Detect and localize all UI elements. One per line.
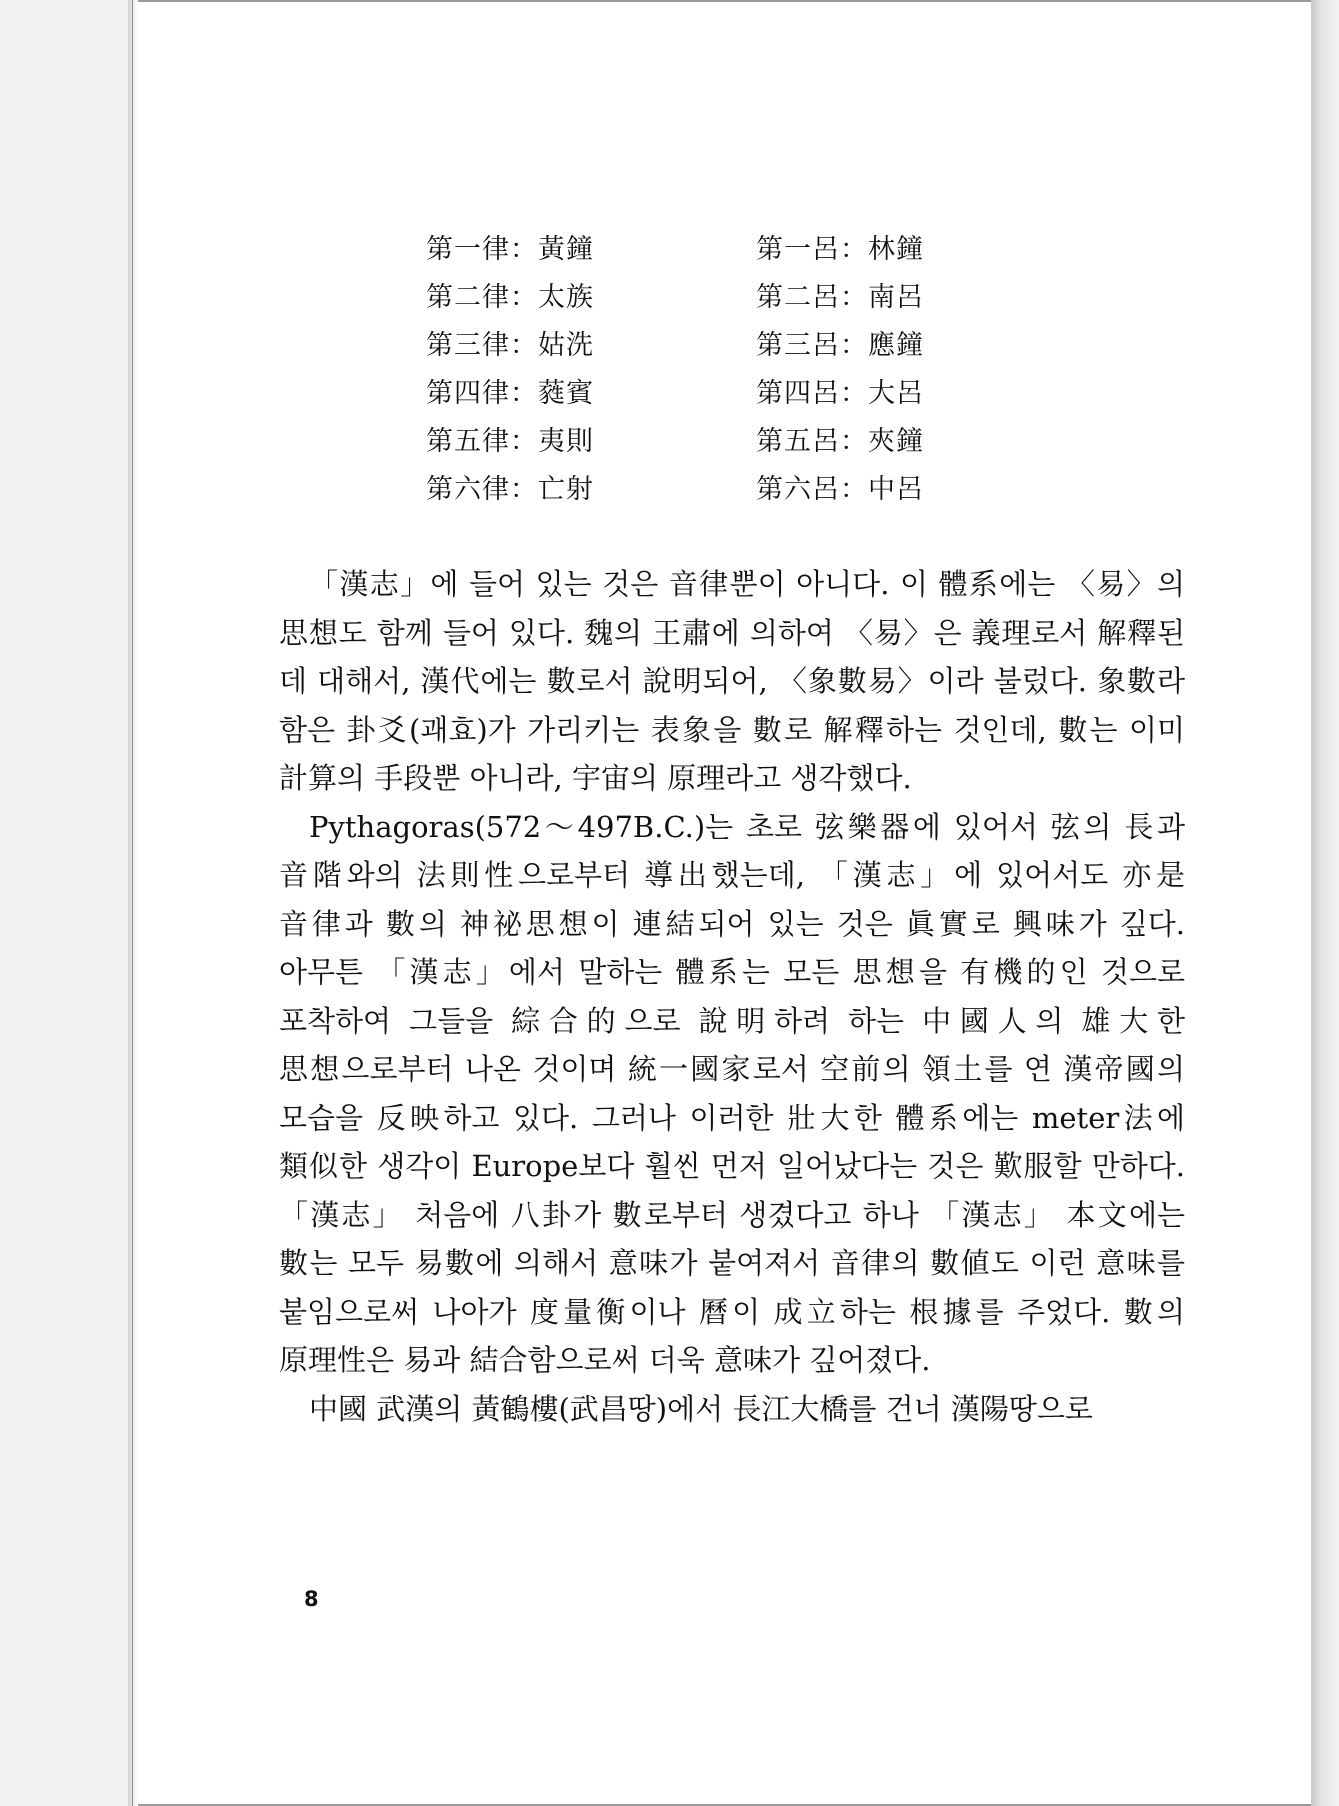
yin-lu-cell: 第三呂：應鐘 [756,329,924,361]
yang-lu-cell: 第二律：太族 [426,281,594,313]
yang-lu-cell: 第三律：姑洗 [426,329,594,361]
yin-lu-cell: 第五呂：夾鐘 [756,425,924,457]
paragraph: 中國 武漢의 黃鶴樓(武昌땅)에서 長江大橋를 건너 漢陽땅으로 [309,1391,1093,1426]
lu-lu-table [426,222,986,510]
paragraph: 「漢志」에 들어 있는 것은 音律뿐이 아니다. 이 體系에는 〈易〉의 思想도 함께 들어 있다. 魏의 王肅에 의하여 〈易〉은 義理로서 解釋된 데 대해서, 漢代에는 數로서 說明되어, 〈象數易〉이라 불렀다. 象數라 함은 卦爻(괘효)가 가리키는 表象을 數로 解釋하는 것인데, 數는 이미 計算의 手段뿐 아니라, 宇宙의 原理라고 생각했다. [279,567,1185,795]
lu-row [426,462,986,510]
yang-lu-cell: 第六律：亡射 [426,473,594,505]
paragraph: Pythagoras(572～497B.C.)는 초로 弦樂器에 있어서 弦의 長과 音階와의 法則性으로부터 導出했는데, 「漢志」에 있어서도 亦是 音律과 數의 神祕思想이 連結되어 있는 것은 眞實로 興味가 깊다. 아무튼 「漢志」에서 말하는 體系는 모든 思想을 有機的인 것으로 포착하여 그들을 綜合的으로 說明하려 하는 中國人의 雄大한 思想으로부터 나온 것이며 統一國家로서 空前의 領土를 연 漢帝國의 모습을 反映하고 있다. 그러나 이러한 壯大한 體系에는 meter法에 類似한 생각이 Europe보다 훨씬 먼저 일어났다는 것은 歎服할 만하다. 「漢志」 처음에 八卦가 數로부터 생겼다고 하나 「漢志」 本文에는 數는 모두 易數에 의해서 意味가 붙여져서 音律의 數値도 이런 意味를 붙임으로써 나아가 度量衡이나 曆이 成立하는 根據를 주었다. 數의 原理性은 易과 結合함으로써 더욱 意味가 깊어졌다. [279,809,1185,1377]
page-edge-left [128,0,138,1806]
yang-lu-cell: 第五律：夷則 [426,425,594,457]
lu-row [426,366,986,414]
yin-lu-cell: 第一呂：林鐘 [756,233,924,265]
yin-lu-cell: 第二呂：南呂 [756,281,924,313]
lu-row [426,222,986,270]
yin-lu-cell: 第六呂：中呂 [756,473,924,505]
yin-lu-cell: 第四呂：大呂 [756,377,924,409]
page-number: 8 [304,1587,319,1611]
lu-row [426,318,986,366]
body-text [279,560,1185,1433]
yang-lu-cell: 第一律：黃鐘 [426,233,594,265]
page-edge-line [132,0,133,1806]
lu-row [426,270,986,318]
yang-lu-cell: 第四律：蕤賓 [426,377,594,409]
lu-row [426,414,986,462]
page-shadow-right [1311,0,1339,1806]
